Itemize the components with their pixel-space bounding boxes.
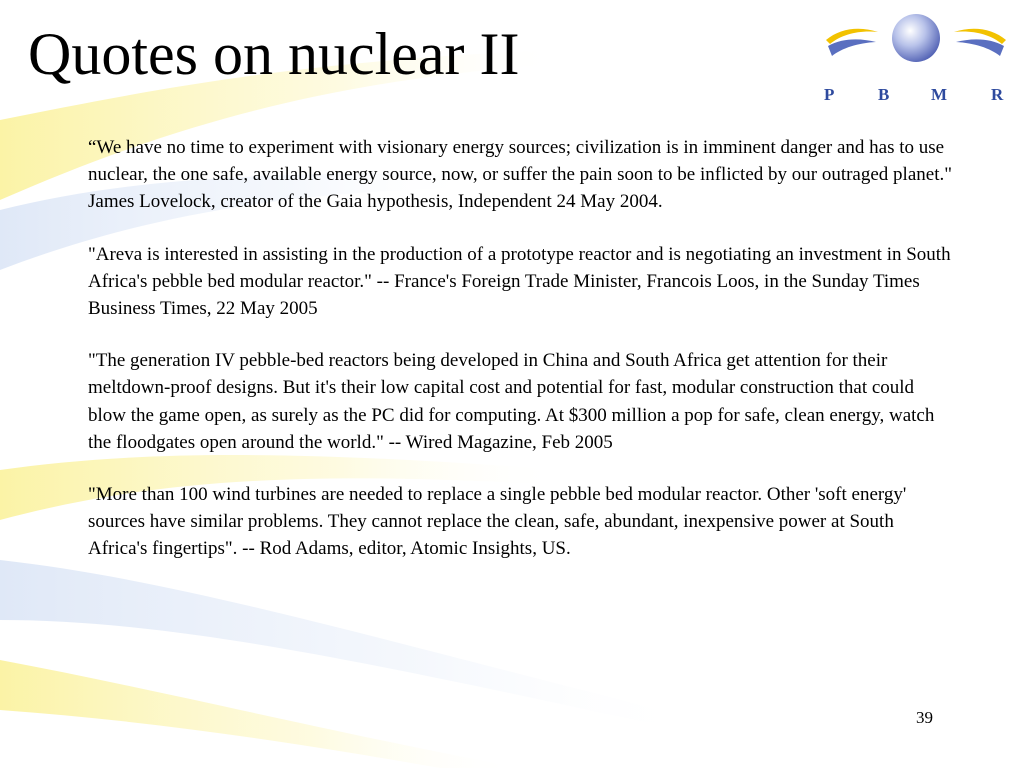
quote-lovelock: “We have no time to experiment with visionary energy sources; civilization is in imminent danger and has to use nuclear, the one safe, available energy source, now, or suffer the pain soon to be inflicted by our outraged planet." James Lovelock, creator of the Gaia hypothesis, Independent 24 May 2004. xyxy=(88,137,952,213)
logo-letter-b: B xyxy=(878,85,890,104)
pbmr-logo xyxy=(820,10,1012,104)
logo-letter-m: M xyxy=(931,85,948,104)
quote-areva: "Areva is interested in assisting in the production of a prototype reactor and is negotiating an investment in South Africa's pebble bed modular reactor." -- France's Foreign Trade Minister, Francois Loos, in the Sunday Times Business Times, 22 May 2005 xyxy=(88,243,951,320)
quotes-list xyxy=(88,134,954,588)
logo-sphere xyxy=(892,14,940,62)
slide-title: Quotes on nuclear II xyxy=(28,21,520,87)
page-number: 39 xyxy=(916,708,933,727)
quote-rod-adams: "More than 100 wind turbines are needed to replace a single pebble bed modular reactor. Other 'soft energy' sources have similar problems. They cannot replace the clean, safe, abundant, inexpensive power at South Africa's fingertips". -- Rod Adams, editor, Atomic Insights, US. xyxy=(88,484,907,560)
logo-letters xyxy=(820,86,1012,106)
logo-letter-p: P xyxy=(824,85,835,104)
logo-right-blue-arc xyxy=(956,39,1004,56)
logo-graphic xyxy=(820,10,1012,82)
quote-wired: "The generation IV pebble-bed reactors being developed in China and South Africa get attention for their meltdown-proof designs. But it's their low capital cost and potential for fast, modular construction that could blow the game open, as surely as the PC did for computing. At $300 million a pop for safe, clean energy, watch the floodgates open around the world." -- Wired Magazine, Feb 2005 xyxy=(88,350,935,453)
logo-left-blue-arc xyxy=(828,39,876,56)
logo-letter-r: R xyxy=(991,85,1004,104)
